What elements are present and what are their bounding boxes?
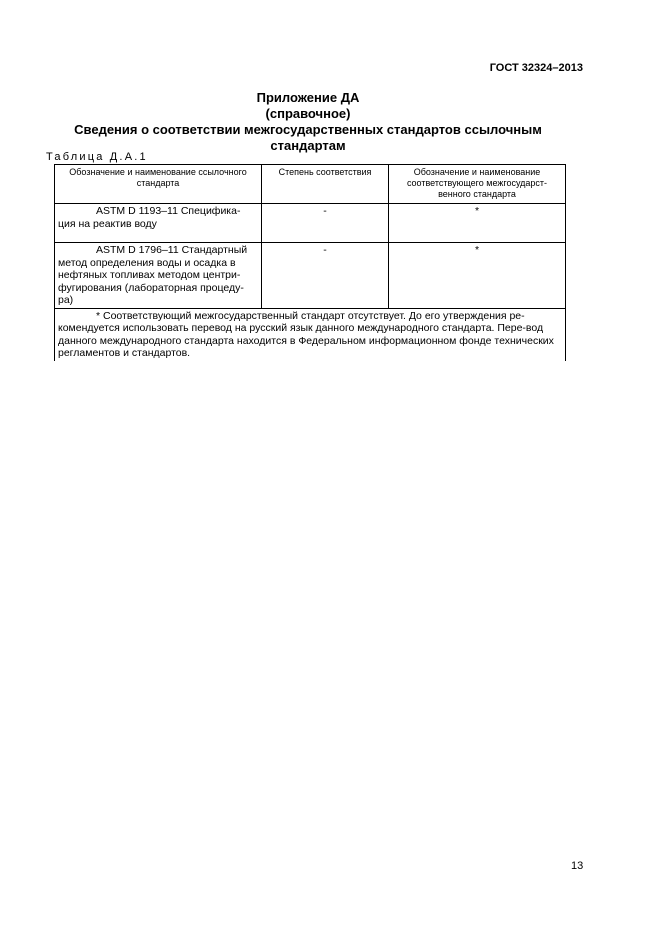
degree-cell: - bbox=[262, 243, 389, 309]
table-row bbox=[55, 243, 566, 309]
column-header-reference: Обозначение и наименование ссылочного стандарта bbox=[55, 165, 262, 204]
reference-standard-cell: ASTM D 1193–11 Специфика-ция на реактив воду bbox=[55, 204, 262, 243]
appendix-type: (справочное) bbox=[265, 106, 351, 121]
table-header-row bbox=[55, 165, 566, 204]
interstate-standard-cell: * bbox=[389, 243, 566, 309]
correspondence-table bbox=[54, 164, 566, 361]
page-number: 13 bbox=[571, 860, 584, 872]
column-header-interstate: Обозначение и наименование соответствующего межгосударст-венного стандарта bbox=[389, 165, 566, 204]
table-row bbox=[55, 204, 566, 243]
table-footnote: * Соответствующий межгосударственный стандарт отсутствует. До его утверждения ре-комендуется использовать перевод на русский язык данного международного стандарта. Пере-вод данного международного стандарта находится в Федеральном информационном фонде технических регламентов и стандартов. bbox=[55, 308, 566, 361]
interstate-standard-cell: * bbox=[389, 204, 566, 243]
appendix-subtitle: Сведения о соответствии межгосударственных стандартов ссылочным стандартам bbox=[74, 122, 542, 153]
column-header-degree: Степень соответствия bbox=[262, 165, 389, 204]
document-code: ГОСТ 32324–2013 bbox=[489, 62, 583, 74]
appendix-heading bbox=[60, 90, 556, 154]
reference-standard-cell: ASTM D 1796–11 Стандартный метод определения воды и осадка в нефтяных топливах методом центри-фугирования (лабораторная процеду-ра) bbox=[55, 243, 262, 309]
table-caption: Таблица Д.А.1 bbox=[46, 151, 148, 163]
footnote-row bbox=[55, 308, 566, 361]
degree-cell: - bbox=[262, 204, 389, 243]
appendix-title: Приложение ДА bbox=[256, 90, 360, 105]
